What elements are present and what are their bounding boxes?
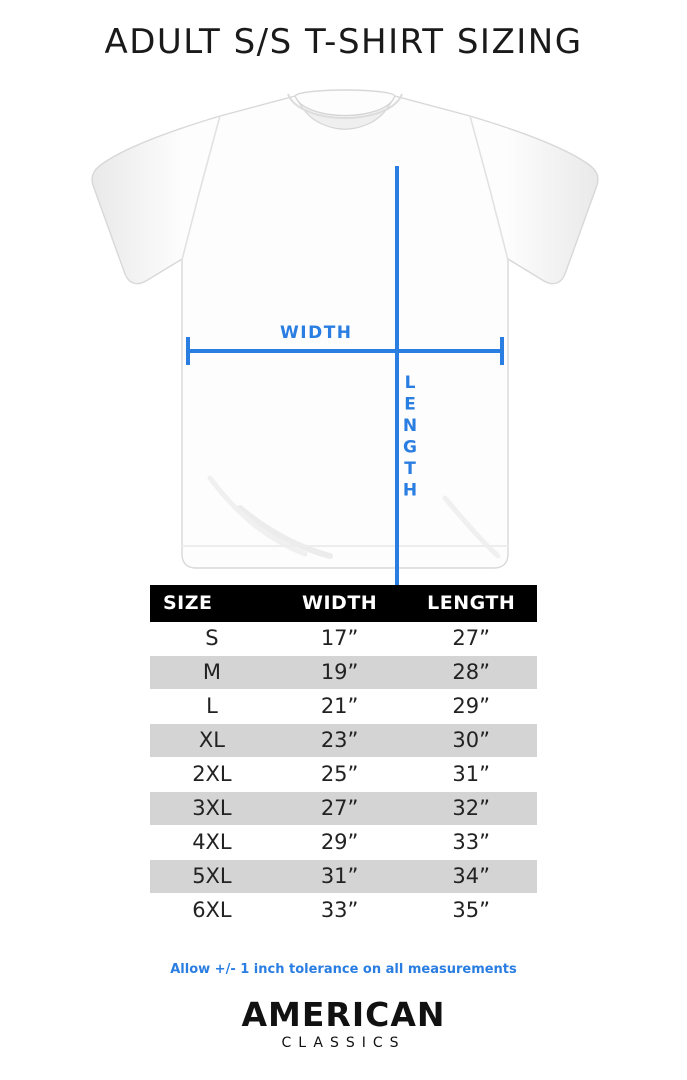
cell-length: 32” [405, 792, 537, 826]
table-row [150, 860, 537, 894]
cell-length: 31” [405, 758, 537, 792]
column-header-width: WIDTH [274, 585, 406, 622]
cell-width: 23” [274, 724, 406, 758]
cell-width: 19” [274, 656, 406, 690]
size-chart-table [150, 585, 537, 928]
width-measure-cap-right [500, 337, 504, 365]
width-measure-cap-left [186, 337, 190, 365]
table-row [150, 724, 537, 758]
table-row [150, 690, 537, 724]
cell-size: 2XL [150, 758, 274, 792]
cell-length: 33” [405, 826, 537, 860]
cell-width: 27” [274, 792, 406, 826]
cell-length: 34” [405, 860, 537, 894]
cell-size: L [150, 690, 274, 724]
width-measure-line [186, 349, 504, 353]
cell-width: 25” [274, 758, 406, 792]
brand-subtitle: CLASSICS [281, 1035, 406, 1051]
cell-width: 31” [274, 860, 406, 894]
brand-name: AMERICAN [241, 995, 446, 1034]
cell-size: 4XL [150, 826, 274, 860]
cell-size: S [150, 622, 274, 656]
cell-size: XL [150, 724, 274, 758]
column-header-length: LENGTH [405, 585, 537, 622]
cell-length: 29” [405, 690, 537, 724]
cell-length: 35” [405, 894, 537, 928]
cell-width: 17” [274, 622, 406, 656]
cell-width: 21” [274, 690, 406, 724]
length-measure-line [395, 166, 399, 644]
cell-length: 28” [405, 656, 537, 690]
table-row [150, 622, 537, 656]
page-title: ADULT S/S T-SHIRT SIZING [104, 22, 583, 62]
cell-length: 30” [405, 724, 537, 758]
cell-width: 29” [274, 826, 406, 860]
table-header-row [150, 585, 537, 622]
table-row [150, 792, 537, 826]
table-row [150, 758, 537, 792]
tolerance-note: Allow +/- 1 inch tolerance on all measurements [170, 962, 517, 977]
cell-size: M [150, 656, 274, 690]
cell-size: 5XL [150, 860, 274, 894]
column-header-size: SIZE [150, 585, 274, 622]
length-label: LENGTH [400, 373, 420, 502]
cell-width: 33” [274, 894, 406, 928]
cell-size: 3XL [150, 792, 274, 826]
table-row [150, 656, 537, 690]
cell-length: 27” [405, 622, 537, 656]
cell-size: 6XL [150, 894, 274, 928]
table-row [150, 894, 537, 928]
table-row [150, 826, 537, 860]
tshirt-diagram [0, 78, 687, 573]
width-label: WIDTH [280, 323, 353, 343]
